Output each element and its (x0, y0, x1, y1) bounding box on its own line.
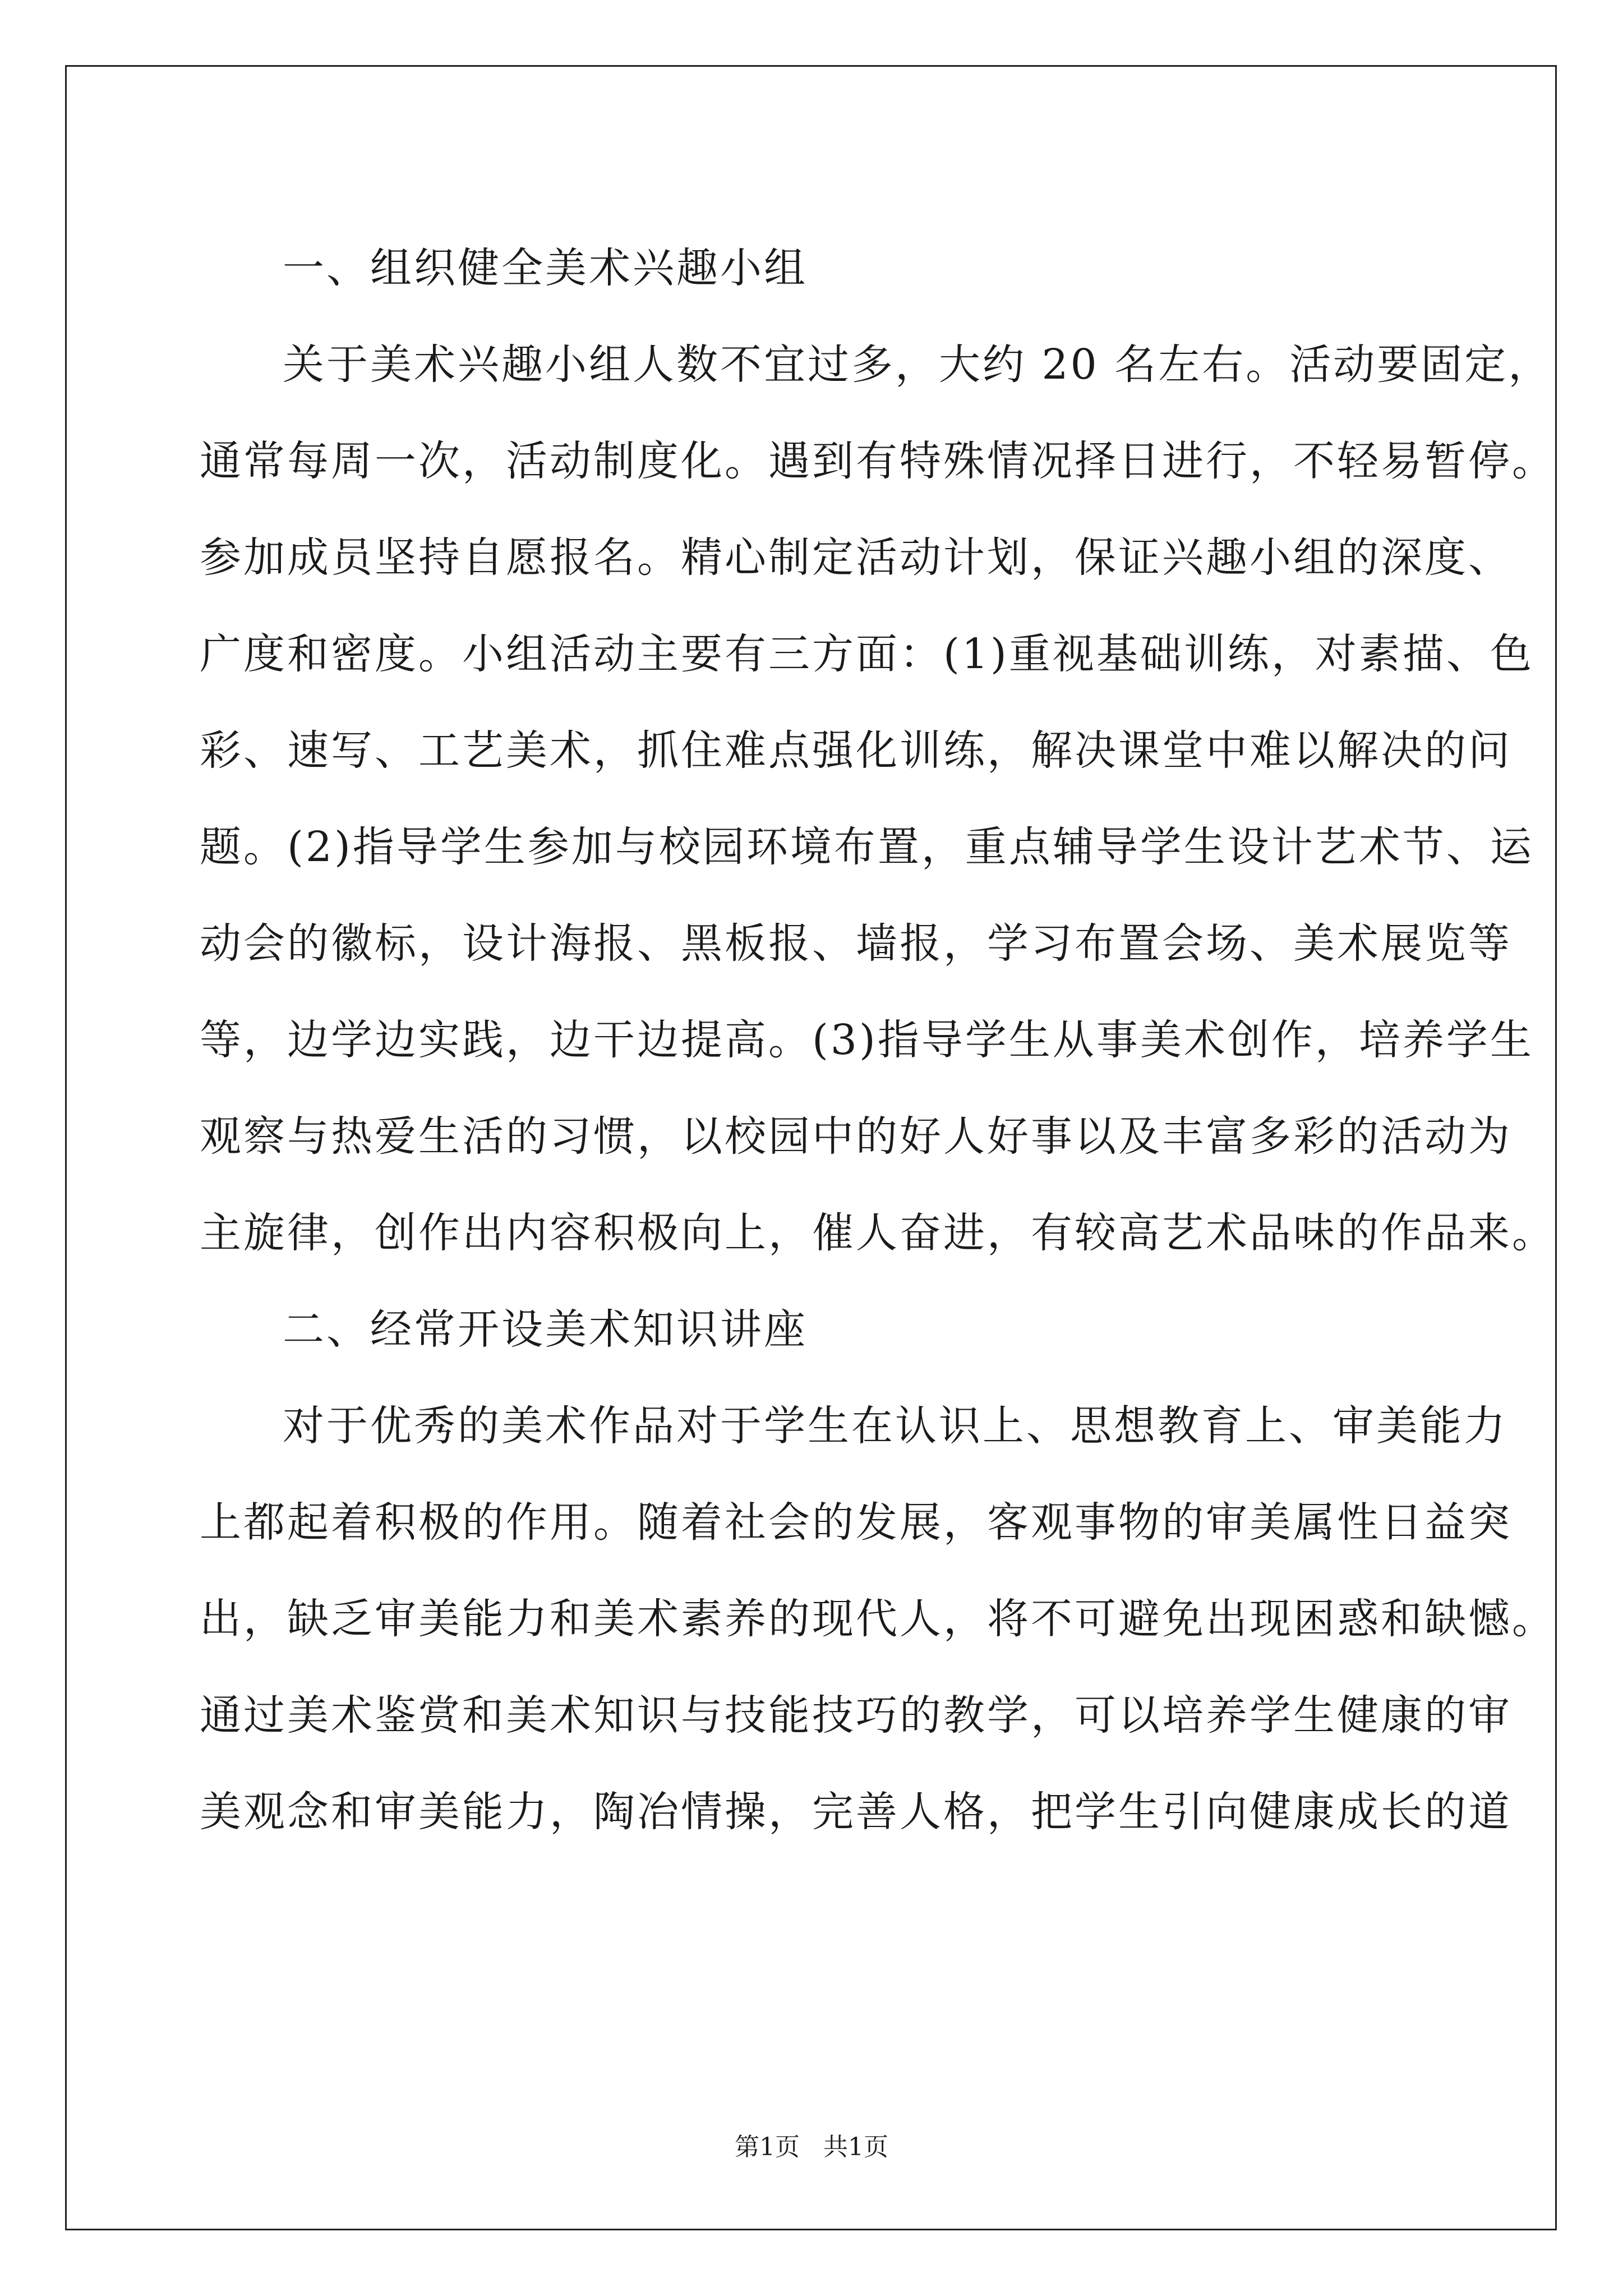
document-body (200, 220, 1556, 1860)
paragraph-line: 主旋律，创作出内容积极向上，催人奋进，有较高艺术品味的作品来。 (200, 1209, 1556, 1257)
page-number-footer: 第1页 共1页 (735, 2133, 888, 2161)
paragraph-line: 对于优秀的美术作品对于学生在认识上、思想教育上、审美能力 (283, 1402, 1507, 1450)
paragraph-line: 题。(2)指导学生参加与校园环境布置，重点辅导学生设计艺术节、运 (200, 823, 1534, 871)
section-heading-2: 二、经常开设美术知识讲座 (283, 1305, 808, 1354)
paragraph-line: 参加成员坚持自愿报名。精心制定活动计划，保证兴趣小组的深度、 (200, 533, 1512, 582)
paragraph-line: 关于美术兴趣小组人数不宜过多，大约 20 名左右。活动要固定， (283, 341, 1552, 389)
paragraph-line: 美观念和审美能力，陶冶情操，完善人格，把学生引向健康成长的道 (200, 1788, 1512, 1836)
paragraph-line: 通常每周一次，活动制度化。遇到有特殊情况择日进行，不轻易暂停。 (200, 437, 1556, 485)
paragraph-line: 上都起着积极的作用。随着社会的发展，客观事物的审美属性日益突 (200, 1498, 1512, 1547)
paragraph-line: 通过美术鉴赏和美术知识与技能技巧的教学，可以培养学生健康的审 (200, 1691, 1512, 1740)
paragraph-line: 出，缺乏审美能力和美术素养的现代人，将不可避免出现困惑和缺憾。 (200, 1595, 1556, 1643)
paragraph-line: 广度和密度。小组活动主要有三方面：(1)重视基础训练，对素描、色 (200, 630, 1534, 678)
paragraph-line: 彩、速写、工艺美术，抓住难点强化训练，解决课堂中难以解决的问 (200, 726, 1512, 775)
paragraph-line: 动会的徽标，设计海报、黑板报、墙报，学习布置会场、美术展览等 (200, 919, 1512, 968)
section-heading-1: 一、组织健全美术兴趣小组 (283, 244, 808, 292)
paragraph-line: 等，边学边实践，边干边提高。(3)指导学生从事美术创作，培养学生 (200, 1016, 1534, 1064)
paragraph-line: 观察与热爱生活的习惯，以校园中的好人好事以及丰富多彩的活动为 (200, 1112, 1512, 1161)
